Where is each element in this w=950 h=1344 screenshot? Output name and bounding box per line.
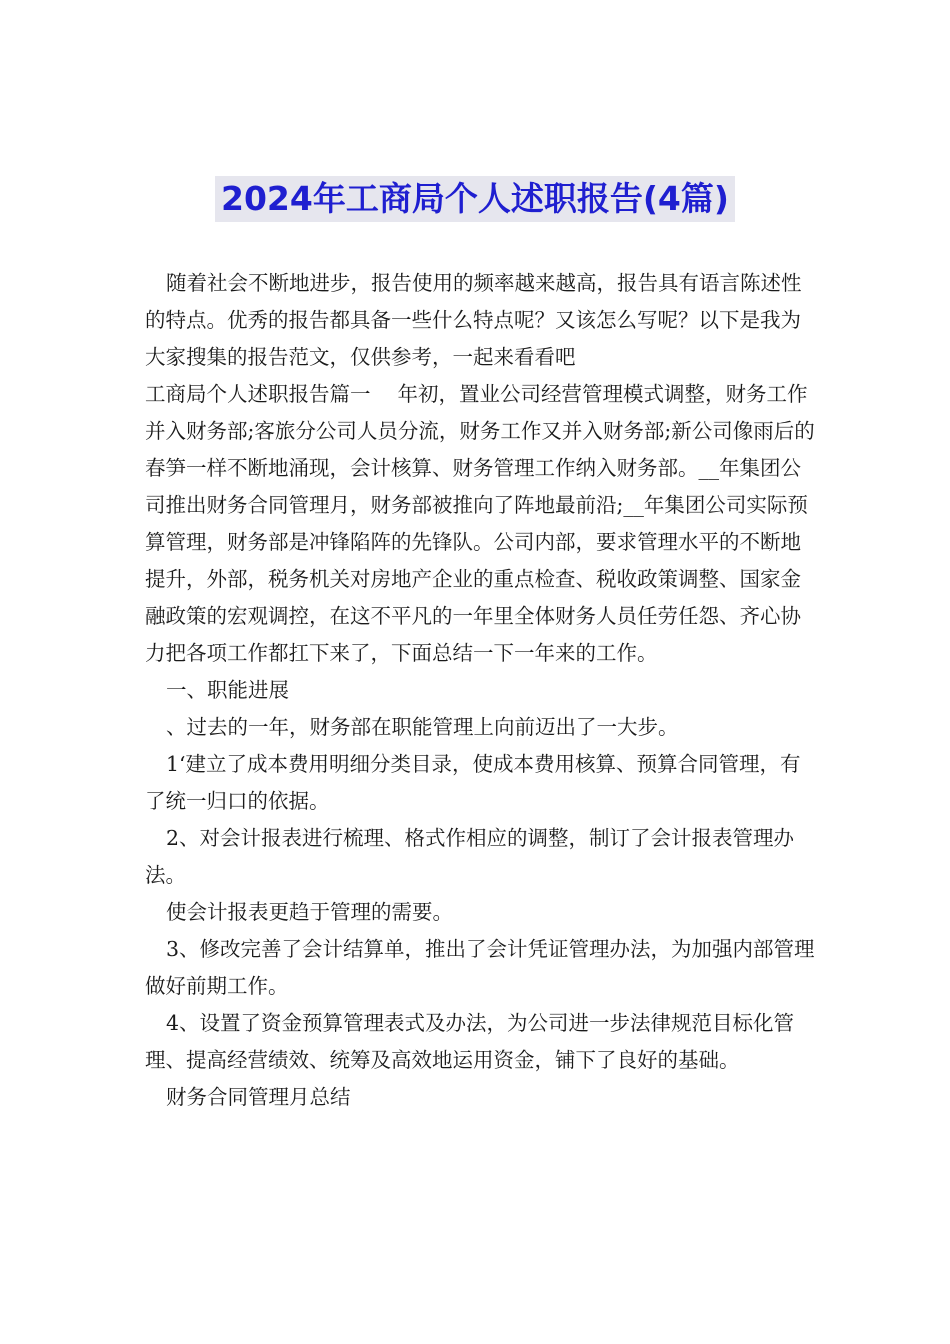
paragraph-report-needs: 使会计报表更趋于管理的需要。 <box>166 900 453 924</box>
list-item-2: 2、对会计报表进行梳理、格式作相应的调整，制订了会计报表管理办法。 <box>145 826 795 887</box>
document-body <box>145 265 817 1116</box>
title-container <box>0 176 950 222</box>
list-item-4: 4、设置了资金预算管理表式及办法，为公司进一步法律规范目标化管理、提高经营绩效、统筹及高效地运用资金，铺下了良好的基础。 <box>145 1011 795 1072</box>
list-item-1: 1‘建立了成本费用明细分类目录，使成本费用核算、预算合同管理，有了统一归口的依据。 <box>145 752 801 813</box>
document-title: 2024年工商局个人述职报告(4篇) <box>215 176 735 222</box>
section-heading-functions: 一、职能进展 <box>166 678 289 702</box>
list-item-3: 3、修改完善了会计结算单，推出了会计凭证管理办法，为加强内部管理做好前期工作。 <box>145 937 815 998</box>
paragraph-past-year: 、过去的一年，财务部在职能管理上向前迈出了一大步。 <box>166 715 679 739</box>
paragraph-intro: 随着社会不断地进步，报告使用的频率越来越高，报告具有语言陈述性的特点。优秀的报告都具备一些什么特点呢？又该怎么写呢？以下是我为大家搜集的报告范文，仅供参考，一起来看看吧 <box>145 271 802 369</box>
paragraph-contract-month-summary: 财务合同管理月总结 <box>166 1085 351 1109</box>
paragraph-report-part-one: 工商局个人述职报告篇一 年初，置业公司经营管理模式调整，财务工作并入财务部;客旅分公司人员分流，财务工作又并入财务部;新公司像雨后的春笋一样不断地涌现，会计核算、财务管理工作纳入财务部。__年集团公司推出财务合同管理月，财务部被推向了阵地最前沿;__年集团公司实际预算管理，财务部是冲锋陷阵的先锋队。公司内部，要求管理水平的不断地提升，外部，税务机关对房地产企业的重点检查、税收政策调整、国家金融政策的宏观调控，在这不平凡的一年里全体财务人员任劳任怨、齐心协力把各项工作都扛下来了，下面总结一下一年来的工作。 <box>145 382 815 665</box>
